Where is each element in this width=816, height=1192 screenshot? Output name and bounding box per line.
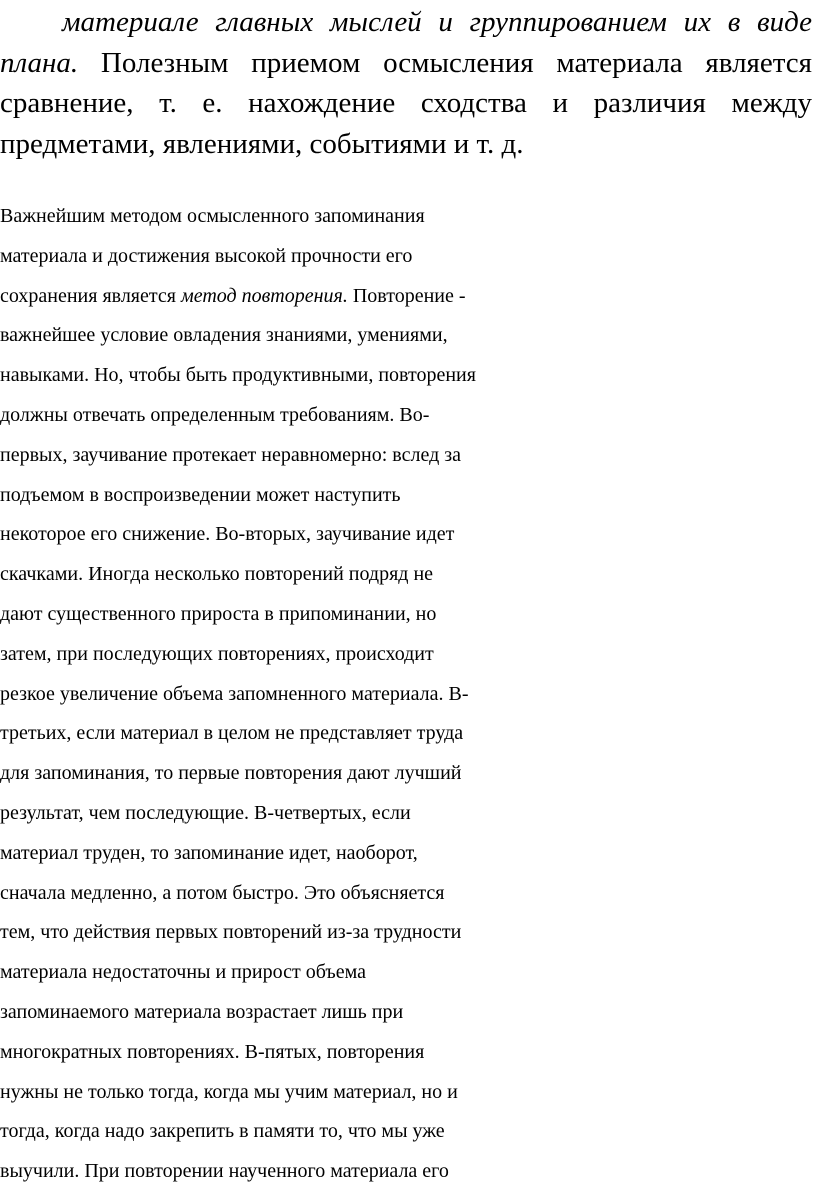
text-line: первых, заучивание протекает неравномерно: вслед за bbox=[0, 443, 462, 466]
text-line: материала и достижения высокой прочности его bbox=[0, 244, 413, 267]
text-segment: сохранения является bbox=[0, 284, 181, 307]
text-line: сначала медленно, а потом быстро. Это объясняется bbox=[0, 881, 445, 904]
text-line: резкое увеличение объема запомненного материала. В- bbox=[0, 682, 469, 705]
text-line: нужны не только тогда, когда мы учим материал, но и bbox=[0, 1080, 458, 1103]
text-line: запоминаемого материала возрастает лишь при bbox=[0, 1000, 404, 1023]
italic-lead-text: материале главных мыслей и группированием их в виде плана. bbox=[0, 6, 812, 79]
text-line: скачками. Иногда несколько повторений подряд не bbox=[0, 563, 434, 586]
paragraph-text: Полезным приемом осмысления материала является сравнение, т. е. нахождение сходства и различия между предметами, явлениями, событиями и т. д. bbox=[0, 46, 812, 160]
text-line: Важнейшим методом осмысленного запоминания bbox=[0, 205, 425, 227]
text-line: навыками. Но, чтобы быть продуктивными, повторения bbox=[0, 364, 476, 387]
text-line: выучили. При повторении наученного материала его bbox=[0, 1160, 449, 1183]
text-line: тем, что действия первых повторений из-за трудности bbox=[0, 921, 462, 944]
text-line: материала недостаточны и прирост объема bbox=[0, 961, 366, 984]
text-line: материал труден, то запоминание идет, наоборот, bbox=[0, 841, 418, 864]
text-line: затем, при последующих повторениях, происходит bbox=[0, 642, 434, 665]
paragraph-comparison bbox=[0, 2, 812, 164]
text-line: тогда, когда надо закрепить в памяти то, что мы уже bbox=[0, 1120, 445, 1143]
text-segment: Повторение - bbox=[347, 284, 466, 307]
text-line: для запоминания, то первые повторения дают лучший bbox=[0, 762, 462, 785]
text-line: некоторое его снижение. Во-вторых, заучивание идет bbox=[0, 523, 455, 546]
text-line: многократных повторениях. В-пятых, повторения bbox=[0, 1040, 425, 1063]
italic-term-method: метод повторения. bbox=[180, 284, 348, 307]
text-line bbox=[0, 277, 816, 317]
text-line: дают существенного прироста в припоминании, но bbox=[0, 602, 437, 625]
text-line: подъемом в воспроизведении может наступить bbox=[0, 483, 401, 506]
text-line: важнейшее условие овладения знаниями, умениями, bbox=[0, 324, 448, 347]
text-line: третьих, если материал в целом не представляет труда bbox=[0, 722, 464, 745]
paragraph-repetition bbox=[0, 197, 816, 1192]
text-line: результат, чем последующие. В-четвертых, если bbox=[0, 801, 411, 824]
text-line: должны отвечать определенным требованиям. Во- bbox=[0, 403, 430, 426]
